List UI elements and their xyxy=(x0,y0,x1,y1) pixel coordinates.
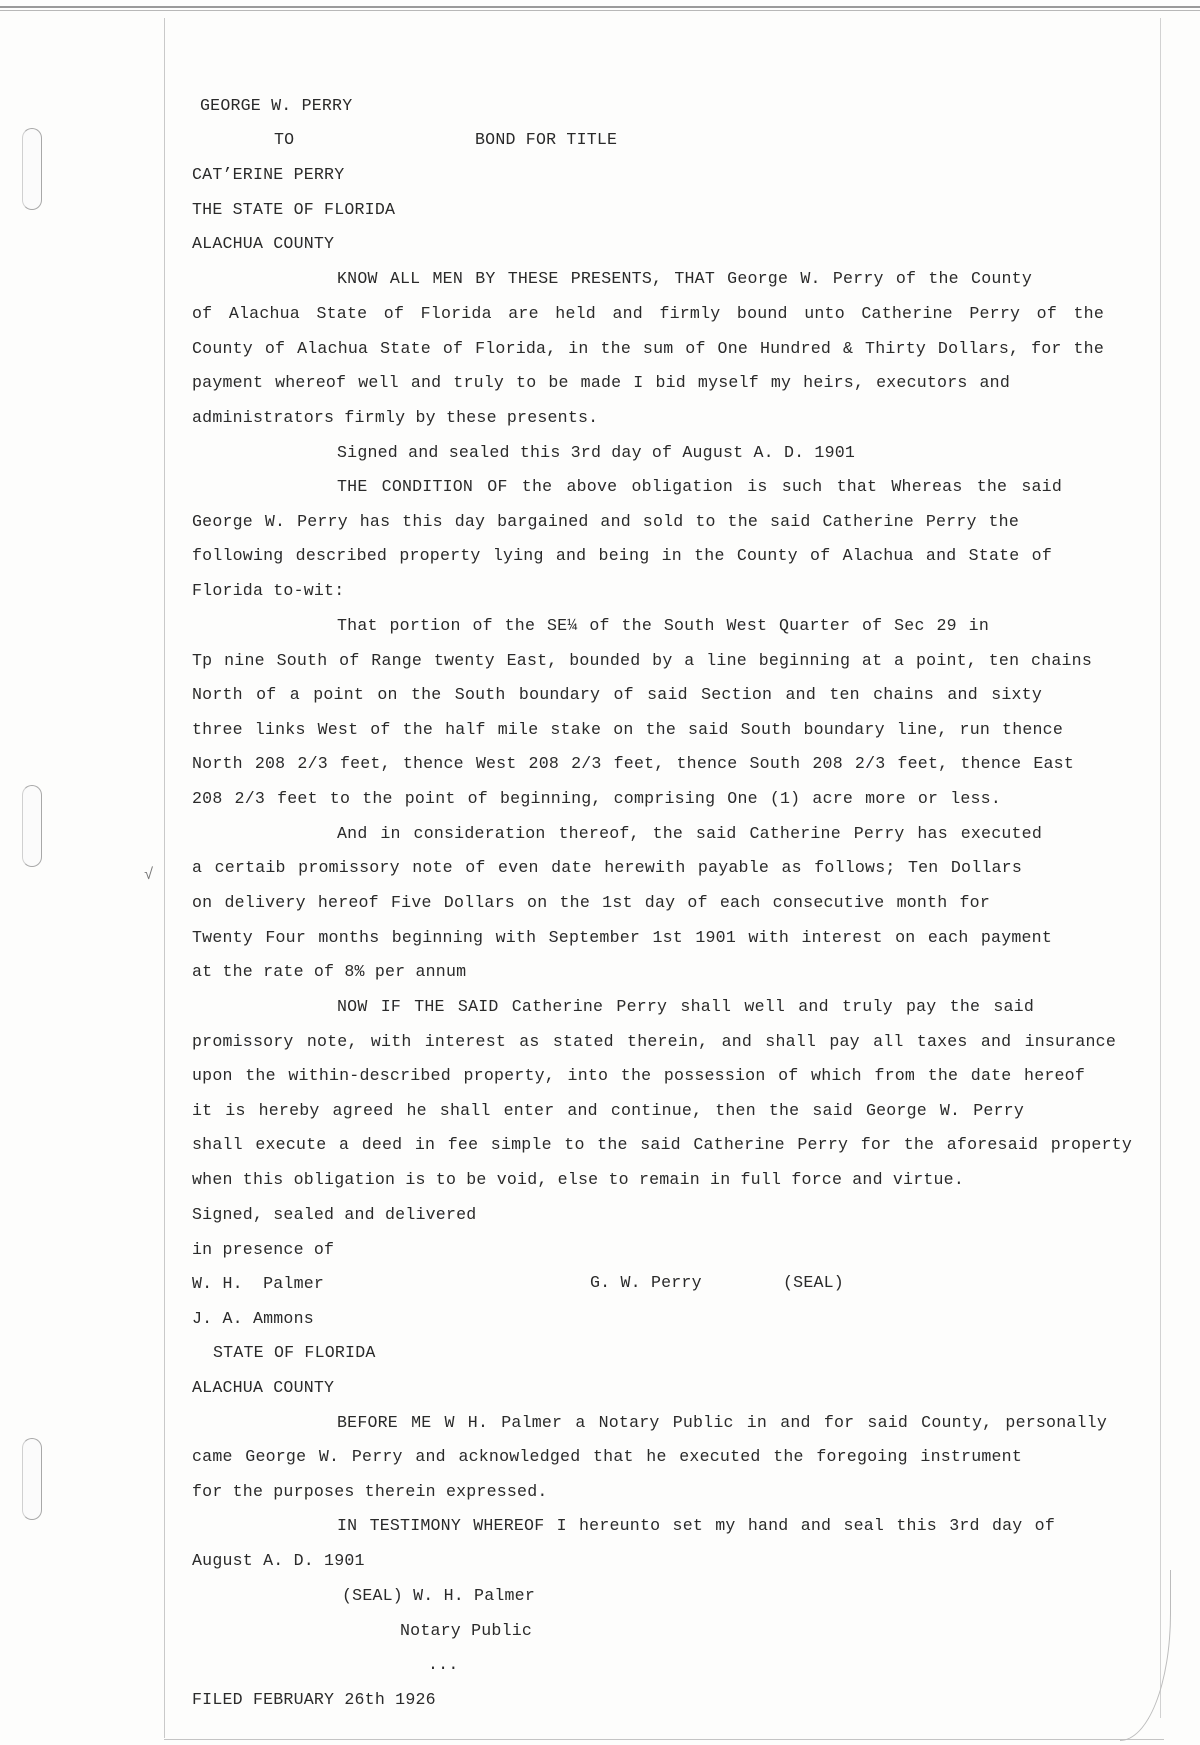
now-if-line: NOW IF THE SAID Catherine Perry shall well and truly pay the said xyxy=(337,997,1034,1016)
testimony-line: IN TESTIMONY WHEREOF I hereunto set my hand and seal this 3rd day of xyxy=(337,1516,1055,1535)
ack-line: came George W. Perry and acknowledged that he executed the foregoing instrument xyxy=(192,1447,1022,1466)
bond-line: payment whereof well and truly to be made I bid myself my heirs, executors and xyxy=(192,373,1010,392)
bond-line: administrators firmly by these presents. xyxy=(192,408,599,427)
signer-name: G. W. Perry xyxy=(590,1273,702,1292)
state-heading: THE STATE OF FLORIDA xyxy=(192,200,396,219)
property-line: Tp nine South of Range twenty East, bounded by a line beginning at a point, ten chains xyxy=(192,651,1092,670)
property-line: three links West of the half mile stake on the said South boundary line, run thence xyxy=(192,720,1063,739)
signed-sealed-delivered: Signed, sealed and delivered xyxy=(192,1205,477,1224)
binder-hole xyxy=(22,128,42,210)
to-label: TO xyxy=(274,130,295,149)
witness-name: W. H. Palmer xyxy=(192,1274,325,1293)
now-if-line: promissory note, with interest as stated therein, and shall pay all taxes and insurance xyxy=(192,1032,1116,1051)
consideration-line: at the rate of 8% per annum xyxy=(192,962,467,981)
property-line: 208 2/3 feet to the point of beginning, comprising One (1) acre more or less. xyxy=(192,789,1001,808)
witness-name: J. A. Ammons xyxy=(192,1309,314,1328)
condition-line: THE CONDITION OF the above obligation is such that Whereas the said xyxy=(337,477,1062,496)
condition-line: George W. Perry has this day bargained and sold to the said Catherine Perry the xyxy=(192,512,1019,531)
condition-line: Florida to-wit: xyxy=(192,581,345,600)
top-rule xyxy=(0,6,1200,8)
check-mark-icon: √ xyxy=(144,866,154,884)
signed-date: Signed and sealed this 3rd day of August A. D. 1901 xyxy=(337,443,856,462)
consideration-line: on delivery hereof Five Dollars on the 1st day of each consecutive month for xyxy=(192,893,990,912)
binder-hole xyxy=(22,1438,42,1520)
in-presence-of: in presence of xyxy=(192,1240,335,1259)
property-line: That portion of the SE¼ of the South West Quarter of Sec 29 in xyxy=(337,616,989,635)
now-if-line: it is hereby agreed he shall enter and continue, then the said George W. Perry xyxy=(192,1101,1024,1120)
ellipsis: ... xyxy=(428,1655,459,1674)
now-if-line: shall execute a deed in fee simple to the said Catherine Perry for the aforesaid property xyxy=(192,1135,1132,1154)
now-if-line: when this obligation is to be void, else to remain in full force and virtue. xyxy=(192,1170,964,1189)
notary-title: Notary Public xyxy=(400,1621,533,1640)
ack-line: for the purposes therein expressed. xyxy=(192,1482,548,1501)
county-heading: ALACHUA COUNTY xyxy=(192,234,335,253)
bond-line: of Alachua State of Florida are held and firmly bound unto Catherine Perry of the xyxy=(192,304,1104,323)
ack-state: STATE OF FLORIDA xyxy=(213,1343,376,1362)
filed-date: FILED FEBRUARY 26th 1926 xyxy=(192,1690,436,1709)
page-curl xyxy=(1120,1570,1171,1741)
property-line: North of a point on the South boundary of said Section and ten chains and sixty xyxy=(192,685,1042,704)
bottom-rule xyxy=(164,1739,1164,1740)
condition-line: following described property lying and being in the County of Alachua and State of xyxy=(192,546,1052,565)
document-title: BOND FOR TITLE xyxy=(475,130,618,149)
top-rule-secondary xyxy=(0,10,1200,11)
bond-line: County of Alachua State of Florida, in the sum of One Hundred & Thirty Dollars, for the xyxy=(192,339,1104,358)
now-if-line: upon the within-described property, into the possession of which from the date hereof xyxy=(192,1066,1085,1085)
seal-label: (SEAL) xyxy=(783,1273,844,1292)
ack-line: BEFORE ME W H. Palmer a Notary Public in and for said County, personally xyxy=(337,1413,1107,1432)
consideration-line: a certaib promissory note of even date herewith payable as follows; Ten Dollars xyxy=(192,858,1022,877)
notary-signature: (SEAL) W. H. Palmer xyxy=(342,1586,535,1605)
consideration-line: Twenty Four months beginning with September 1st 1901 with interest on each payment xyxy=(192,928,1052,947)
testimony-date: August A. D. 1901 xyxy=(192,1551,365,1570)
property-line: North 208 2/3 feet, thence West 208 2/3 feet, thence South 208 2/3 feet, thence East xyxy=(192,754,1074,773)
bond-line: KNOW ALL MEN BY THESE PRESENTS, THAT George W. Perry of the County xyxy=(337,269,1032,288)
binder-hole xyxy=(22,785,42,867)
left-margin-line xyxy=(164,18,165,1738)
grantor-name: GEORGE W. PERRY xyxy=(200,96,353,115)
right-margin-line xyxy=(1160,18,1161,1718)
ack-county: ALACHUA COUNTY xyxy=(192,1378,335,1397)
consideration-line: And in consideration thereof, the said Catherine Perry has executed xyxy=(337,824,1042,843)
grantee-name: CAT’ERINE PERRY xyxy=(192,165,345,184)
